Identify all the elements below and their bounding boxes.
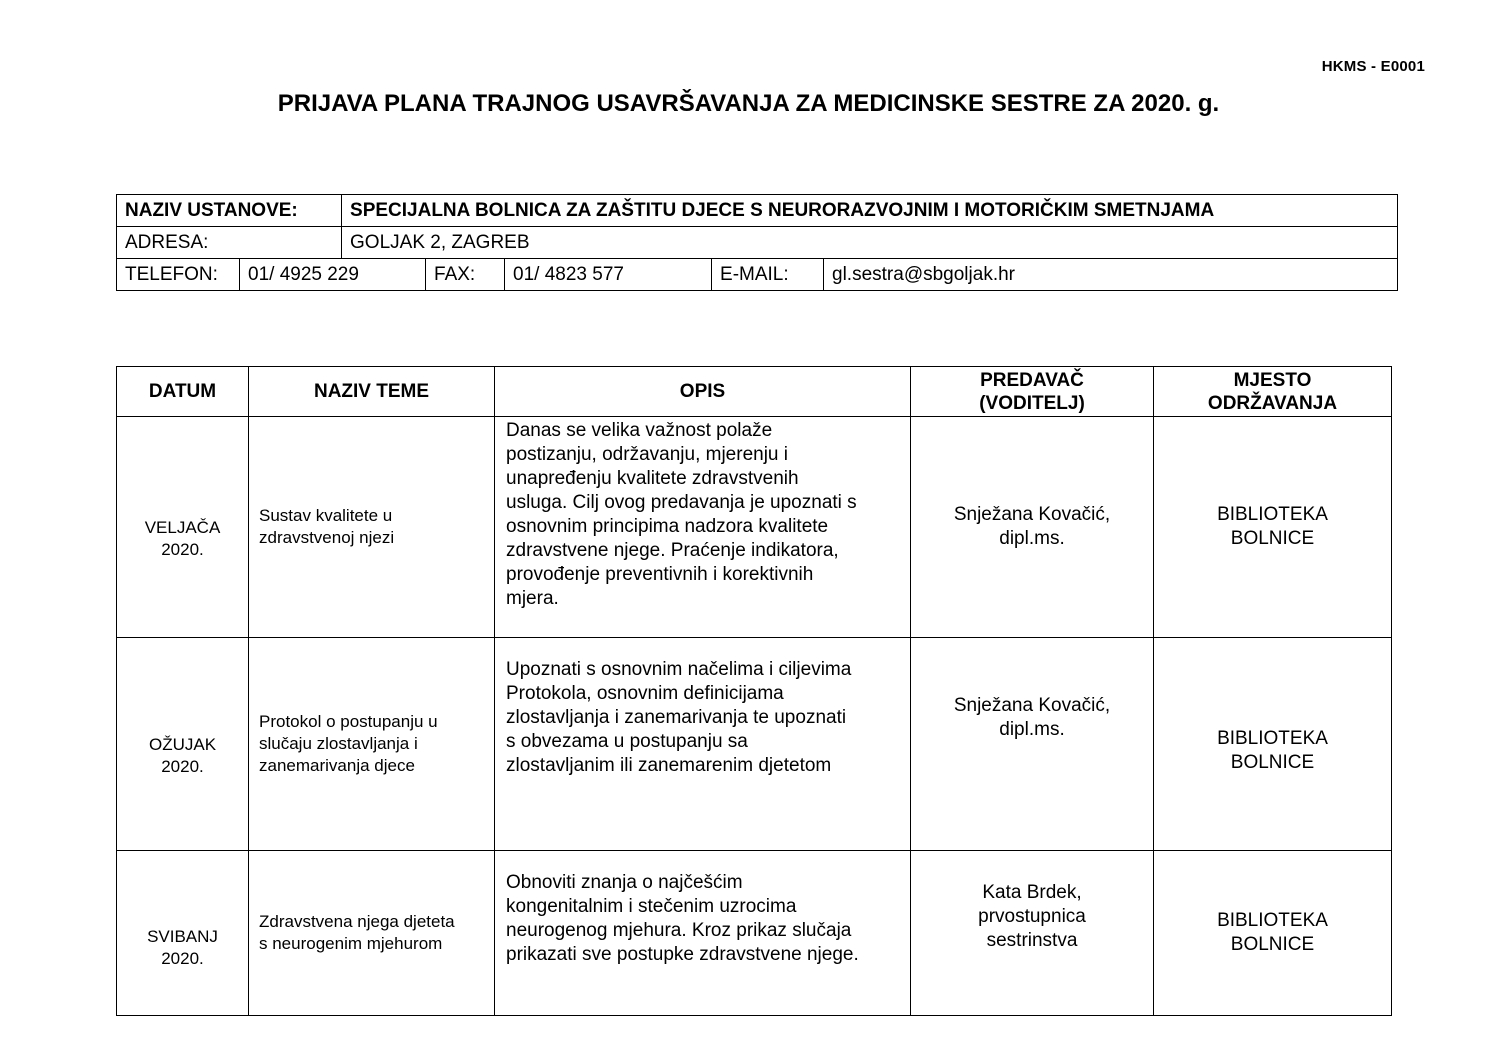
table-row (117, 638, 1392, 851)
row-description-line: Protokola, osnovnim definicijama (506, 683, 784, 704)
document-title: PRIJAVA PLANA TRAJNOG USAVRŠAVANJA ZA MEDICINSKE SESTRE ZA 2020. g. (277, 90, 1220, 117)
institution-name-row (117, 195, 1398, 227)
table-row (117, 851, 1392, 1016)
row-place-line: BIBLIOTEKA (1217, 728, 1328, 749)
row-topic-line: Sustav kvalitete u (259, 506, 393, 525)
row-place-line: BOLNICE (1230, 752, 1315, 773)
institution-table (116, 194, 1398, 291)
row-topic (249, 417, 495, 638)
row-lecturer (911, 638, 1154, 851)
row-topic-line: zanemarivanja djece (259, 756, 415, 775)
row-place-line: BIBLIOTEKA (1217, 910, 1328, 931)
row-date-year: 2020. (161, 540, 204, 559)
row-date (117, 417, 249, 638)
row-lecturer-line: prvostupnica (978, 906, 1086, 927)
row-description-line: kongenitalnim i stečenim uzrocima (506, 896, 797, 917)
row-description-line: zdravstvene njege. Praćenje indikatora, (506, 540, 839, 561)
institution-contact-row (117, 259, 1398, 291)
row-date-year: 2020. (161, 757, 204, 776)
row-lecturer-line: Snježana Kovačić, (953, 504, 1111, 525)
row-date-month: OŽUJAK (148, 735, 217, 754)
row-place-line: BIBLIOTEKA (1217, 504, 1328, 525)
institution-phone-value: 01/ 4925 229 (240, 259, 426, 291)
row-date-month: SVIBANJ (147, 927, 218, 946)
row-description-line: osnovnim principima nadzora kvalitete (506, 516, 829, 537)
row-lecturer-line: dipl.ms. (999, 719, 1065, 740)
row-description (495, 851, 911, 1016)
row-description-line: provođenje preventivnih i korektivnih (506, 564, 814, 585)
institution-address-value: GOLJAK 2, ZAGREB (342, 227, 1398, 259)
row-lecturer-line: Snježana Kovačić, (953, 695, 1111, 716)
institution-address-label: ADRESA: (117, 227, 342, 259)
row-date-year: 2020. (161, 949, 204, 968)
row-description-line: unapređenju kvalitete zdravstvenih (506, 468, 799, 489)
institution-email-value: gl.sestra@sbgoljak.hr (824, 259, 1398, 291)
row-place (1154, 851, 1392, 1016)
institution-name-value: SPECIJALNA BOLNICA ZA ZAŠTITU DJECE S NEURORAZVOJNIM I MOTORIČKIM SMETNJAMA (342, 195, 1398, 227)
row-lecturer (911, 417, 1154, 638)
header-topic: NAZIV TEME (249, 367, 495, 417)
row-topic (249, 638, 495, 851)
table-row (117, 417, 1392, 638)
institution-address-row (117, 227, 1398, 259)
header-place-line1: MJESTO (1233, 369, 1312, 391)
plan-header-row (117, 367, 1392, 417)
row-description-line: zlostavljanim ili zanemarenim djetetom (506, 755, 832, 776)
row-topic-line: slučaju zlostavljanja i (259, 734, 418, 753)
header-lecturer-line1: PREDAVAČ (980, 369, 1084, 391)
institution-fax-label: FAX: (426, 259, 505, 291)
row-description-line: Obnoviti znanja o najčešćim (506, 872, 743, 893)
row-description-line: Upoznati s osnovnim načelima i ciljevima (506, 659, 852, 680)
row-topic-line: zdravstvenoj njezi (259, 528, 395, 547)
row-description-line: Danas se velika važnost polaže (506, 420, 773, 441)
plan-table (116, 366, 1392, 1016)
row-description-line: usluga. Cilj ovog predavanja je upoznati s (506, 492, 857, 513)
row-lecturer-line: dipl.ms. (999, 528, 1065, 549)
institution-phone-label: TELEFON: (117, 259, 240, 291)
row-topic-line: Zdravstvena njega djeteta (259, 912, 455, 931)
row-description-line: zlostavljanja i zanemarivanja te upoznati (506, 707, 847, 728)
header-date: DATUM (117, 367, 249, 417)
row-place-line: BOLNICE (1230, 528, 1315, 549)
header-lecturer (911, 367, 1154, 417)
row-description-line: prikazati sve postupke zdravstvene njege. (506, 944, 859, 965)
row-description-line: postizanju, održavanju, mjerenju i (506, 444, 788, 465)
header-place-line2: ODRŽAVANJA (1207, 392, 1338, 414)
header-lecturer-line2: (VODITELJ) (979, 392, 1085, 414)
institution-name-label: NAZIV USTANOVE: (117, 195, 342, 227)
row-description (495, 638, 911, 851)
row-topic-line: s neurogenim mjehurom (259, 934, 443, 953)
row-topic-line: Protokol o postupanju u (259, 712, 438, 731)
row-description (495, 417, 911, 638)
row-place-line: BOLNICE (1230, 934, 1315, 955)
row-lecturer-line: Kata Brdek, (982, 882, 1082, 903)
header-description: OPIS (495, 367, 911, 417)
row-date (117, 851, 249, 1016)
institution-email-label: E-MAIL: (712, 259, 824, 291)
row-topic (249, 851, 495, 1016)
row-place (1154, 417, 1392, 638)
row-lecturer-line: sestrinstva (986, 930, 1078, 951)
header-place (1154, 367, 1392, 417)
row-description-line: neurogenog mjehura. Kroz prikaz slučaja (506, 920, 852, 941)
row-description-line: mjera. (506, 588, 559, 609)
row-place (1154, 638, 1392, 851)
document-code: HKMS - E0001 (1321, 58, 1425, 75)
institution-fax-value: 01/ 4823 577 (505, 259, 712, 291)
row-lecturer (911, 851, 1154, 1016)
row-date-month: VELJAČA (144, 518, 221, 537)
row-description-line: s obvezama u postupanju sa (506, 731, 748, 752)
row-date (117, 638, 249, 851)
